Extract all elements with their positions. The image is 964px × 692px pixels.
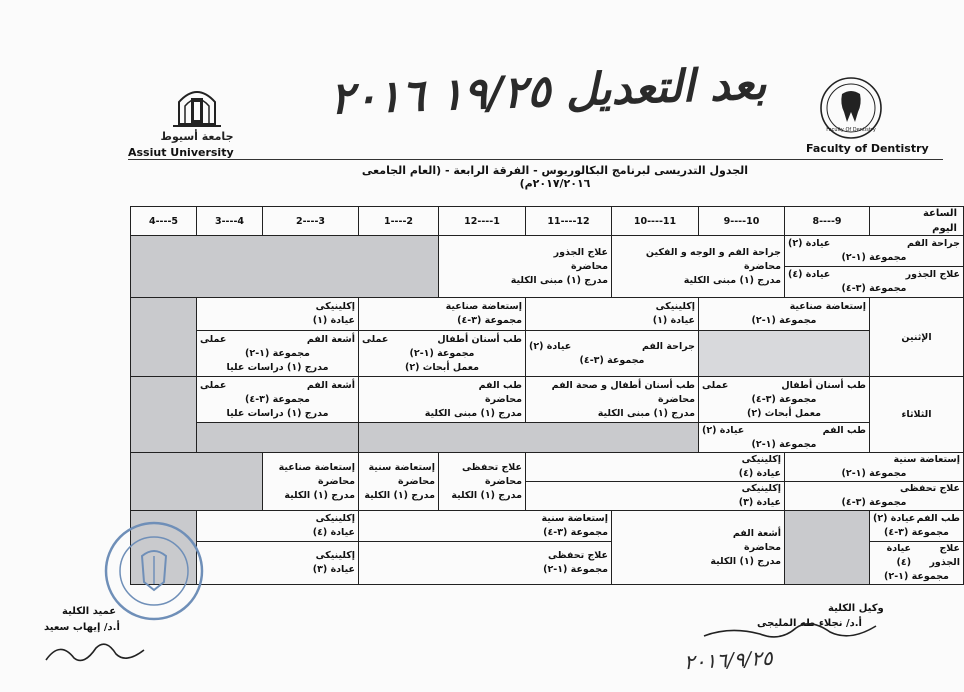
- class-cell: علاج تحفظى مجموعة (١-٢): [359, 542, 612, 585]
- class-cell: طب أسنان أطفال عملى مجموعة (١-٢) معمل أبحاث (٢): [359, 331, 526, 377]
- svg-text:Faculty Of Dentistry: Faculty Of Dentistry: [826, 127, 876, 133]
- class-cell: إكلينيكى عيادة (٣): [197, 542, 359, 585]
- university-name: Assiut University: [128, 146, 234, 159]
- free-slot: [197, 423, 359, 453]
- time-slot: 9----8: [785, 207, 870, 236]
- dean-name: أ.د/ إيهاب سعيد: [44, 622, 120, 633]
- free-slot: [785, 511, 870, 585]
- class-cell: جراحة الفم و الوجه و الفكين محاضرة مدرج (١) مبنى الكلية: [612, 236, 785, 298]
- class-cell: علاج تحفظى محاضرة مدرج (١) الكلية: [439, 453, 526, 511]
- class-cell: أشعة الفم عملى مجموعة (٣-٤) مدرج (١) دراسات عليا: [197, 377, 359, 423]
- class-cell: طب الفم عيادة (٢) مجموعة (٣-٤): [870, 511, 964, 542]
- faculty-of-dentistry-logo: [818, 76, 884, 140]
- class-cell: إكلينيكى عيادة (٣): [526, 482, 785, 511]
- class-cell: إستعاضة صناعية محاضرة مدرج (١) الكلية: [263, 453, 359, 511]
- time-slot: 11----10: [612, 207, 699, 236]
- time-slot: 10----9: [699, 207, 785, 236]
- time-header-row: [131, 207, 964, 236]
- dean-signature: [40, 630, 160, 670]
- day-label: اليوم: [932, 223, 957, 234]
- class-cell: طب أسنان أطفال عملى مجموعة (٣-٤) معمل أبحاث (٢): [699, 377, 870, 423]
- time-slot: 5----4: [131, 207, 197, 236]
- handwritten-date: ٢٠١٦/٩/٢٥: [683, 645, 774, 675]
- class-cell: طب أسنان أطفال و صحة الفم محاضرة مدرج (١) مبنى الكلية: [526, 377, 699, 423]
- class-cell: علاج الجذور عيادة (٤) مجموعة (٣-٤): [785, 267, 964, 298]
- class-cell: جراحة الفم عيادة (٢) مجموعة (١-٢): [785, 236, 964, 267]
- class-cell: طب الفم محاضرة مدرج (١) مبنى الكلية: [359, 377, 526, 423]
- free-slot: [131, 298, 197, 377]
- class-cell: طب الفم عيادة (٢) مجموعة (١-٢): [699, 423, 870, 453]
- class-cell: إستعاضة سنية محاضرة مدرج (١) الكلية: [359, 453, 439, 511]
- class-cell: إكلينيكى عيادة (٤): [526, 453, 785, 482]
- class-cell: علاج الجذور عيادة (٤) مجموعة (١-٢): [870, 542, 964, 585]
- time-slot: 3----2: [263, 207, 359, 236]
- free-slot: [359, 423, 699, 453]
- class-cell: إكلينيكى عيادة (١): [526, 298, 699, 331]
- class-cell: إستعاضة صناعية مجموعة (١-٢): [699, 298, 870, 331]
- class-cell: إستعاضة سنية مجموعة (١-٢): [785, 453, 964, 482]
- class-cell: علاج الجذور محاضرة مدرج (١) مبنى الكلية: [439, 236, 612, 298]
- time-slot: 12----11: [526, 207, 612, 236]
- vice-dean-name: أ.د/ نجلاء طه المليجى: [757, 618, 862, 629]
- free-slot: [131, 453, 263, 511]
- vice-dean-signature: [700, 612, 880, 652]
- class-cell: جراحة الفم عيادة (٢) مجموعة (٣-٤): [526, 331, 699, 377]
- class-cell: إستعاضة سنية مجموعة (٣-٤): [359, 511, 612, 542]
- time-slot: 1----12: [439, 207, 526, 236]
- vice-dean-title: وكيل الكلية: [828, 603, 884, 614]
- faculty-name: Faculty of Dentistry: [806, 142, 929, 155]
- free-slot: [131, 377, 197, 453]
- time-slot: 2----1: [359, 207, 439, 236]
- header-divider: [128, 159, 943, 160]
- day-tuesday: الثلاثاء: [870, 377, 964, 453]
- class-cell: علاج تحفظى مجموعة (٣-٤): [785, 482, 964, 511]
- header-corner: [870, 207, 964, 236]
- class-cell: إكلينيكى عيادة (١): [197, 298, 359, 331]
- class-cell: أشعة الفم محاضرة مدرج (١) الكلية: [612, 511, 785, 585]
- class-cell: إكلينيكى عيادة (٤): [197, 511, 359, 542]
- schedule-table: [130, 206, 964, 585]
- schedule-title: الجدول التدريسى لبرنامج البكالوريوس - الفرقة الرابعة - (العام الجامعى ٢٠١٧/٢٠١٦م): [361, 164, 749, 190]
- hour-label: الساعة: [922, 208, 957, 219]
- free-slot: [131, 236, 439, 298]
- svg-text:جامعة أسيوط: جامعة أسيوط: [160, 130, 234, 143]
- free-slot: [699, 331, 870, 377]
- day-monday: الإثنين: [870, 298, 964, 377]
- class-cell: إستعاضة صناعية مجموعة (٣-٤): [359, 298, 526, 331]
- handwritten-revision-note: بعد التعديل ١٩/٢٥ ٢٠١٦: [329, 58, 768, 125]
- dean-title: عميد الكلية: [62, 606, 117, 617]
- assiut-university-logo: [160, 84, 234, 146]
- time-slot: 4----3: [197, 207, 263, 236]
- class-cell: أشعة الفم عملى مجموعة (١-٢) مدرج (١) دراسات عليا: [197, 331, 359, 377]
